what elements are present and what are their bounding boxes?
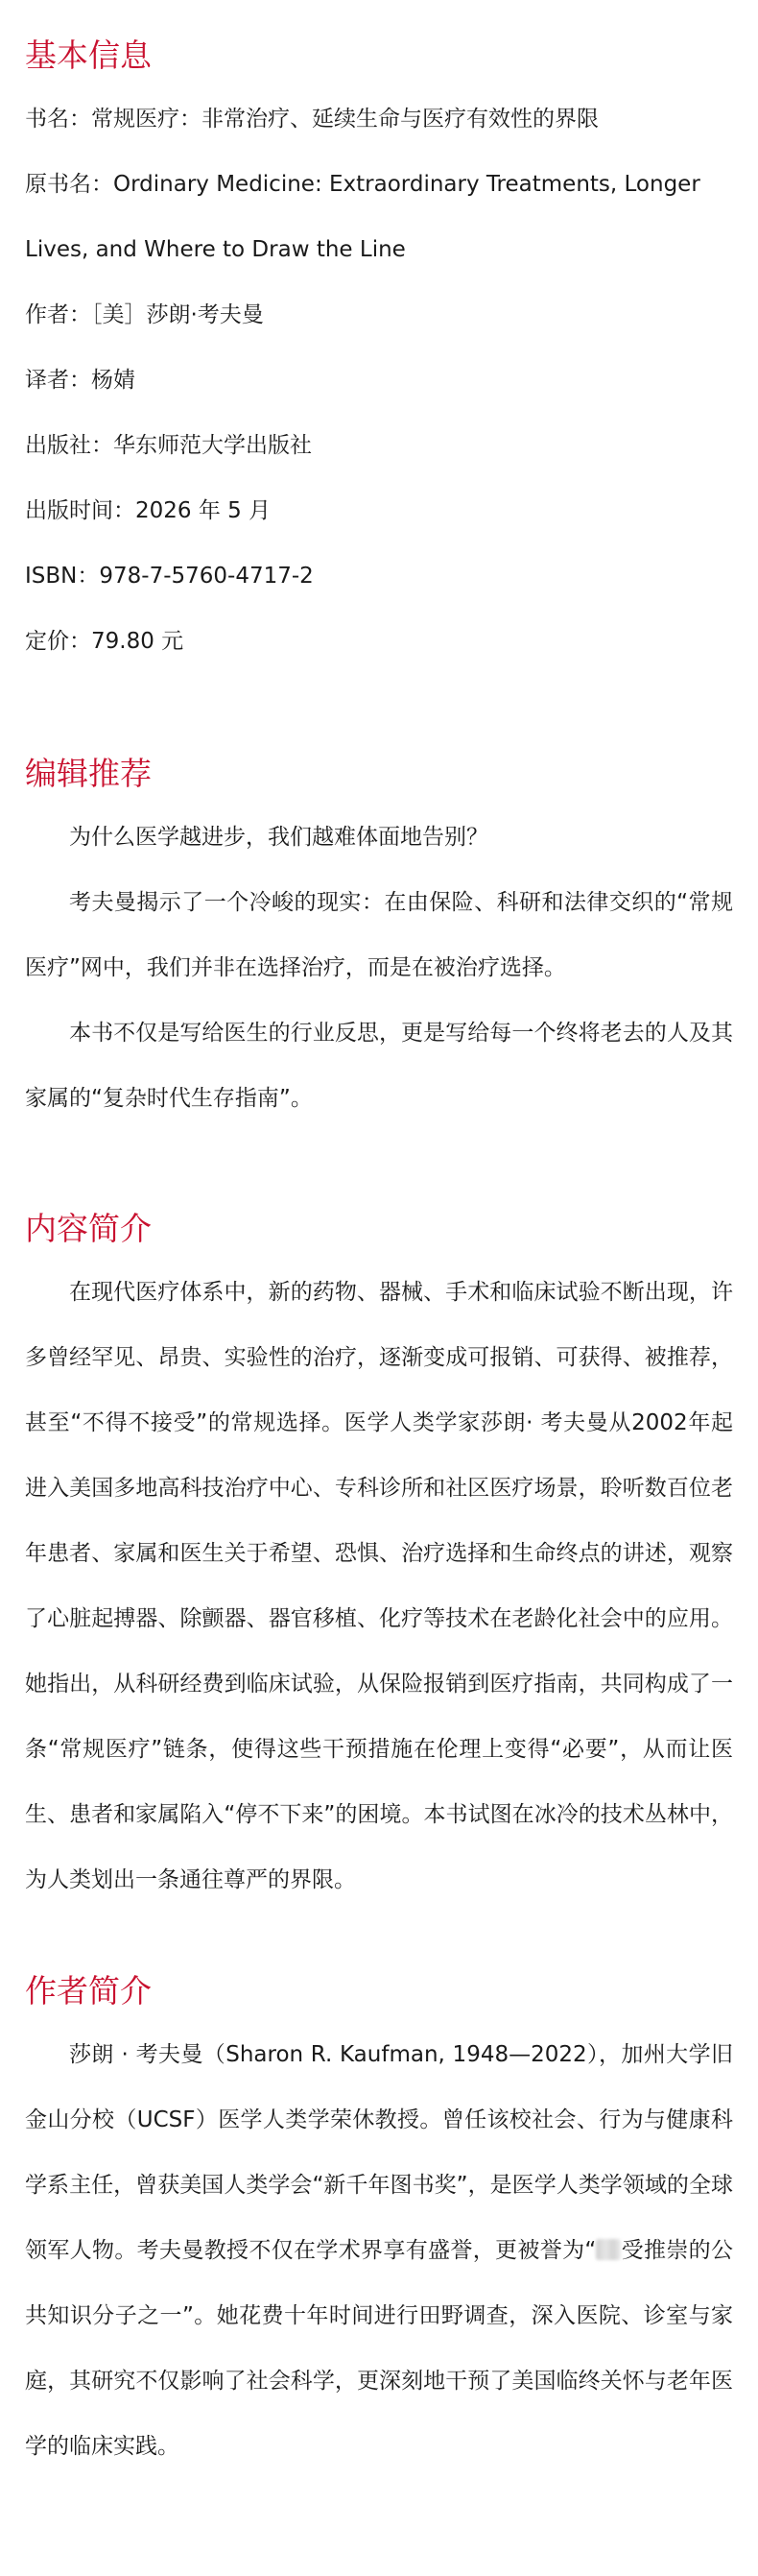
original-title-line-2: Lives, and Where to Draw the Line	[25, 237, 406, 262]
author-bio-text-start: 莎朗 · 考夫曼（Sharon R. Kaufman, 1948—2022），加州大学旧金山分校（UCSF）医学人类学荣休教授。曾任该校社会、行为与健康科学系主任，曾获美国人类学会“新千年图书奖”，是医学人类学领域的全球领军人物。考夫曼教授不仅在学术界享有盛誉，更被誉为“	[25, 2042, 733, 2263]
section-spacer	[25, 1131, 733, 1198]
book-title: 书名：常规医疗：非常治疗、延续生命与医疗有效性的界限	[25, 107, 599, 132]
section-spacer	[25, 674, 733, 743]
original-title-line-1: 原书名：Ordinary Medicine: Extraordinary Treatments, Longer	[25, 172, 700, 197]
book-translator: 译者：杨婧	[25, 368, 135, 393]
author-bio-text-end: 受推崇的公共知识分子之一”。她花费十年时间进行田野调查，深入医院、诊室与家庭，其研究不仅影响了社会科学，更深刻地干预了美国临终关怀与老年医学的临床实践。	[25, 2238, 734, 2459]
author-bio-heading: 作者简介	[25, 1972, 152, 2010]
section-spacer	[25, 1913, 733, 1961]
editor-paragraph-3: 本书不仅是写给医生的行业反思，更是写给每一个终将老去的人及其家属的“复杂时代生存指南”。	[25, 1021, 733, 1111]
book-price: 定价：79.80 元	[25, 629, 184, 654]
blurred-text	[596, 2239, 621, 2260]
basic-info-section	[25, 25, 733, 674]
book-isbn: ISBN：978-7-5760-4717-2	[25, 564, 314, 589]
editor-paragraph-2: 考夫曼揭示了一个冷峻的现实：在由保险、科研和法律交织的“常规医疗”网中，我们并非在选择治疗，而是在被治疗选择。	[25, 890, 733, 980]
author-bio-section	[25, 1961, 733, 2479]
editor-recommendation-heading: 编辑推荐	[25, 755, 152, 792]
book-author: 作者：［美］莎朗·考夫曼	[25, 302, 264, 327]
editor-paragraph-1: 为什么医学越进步，我们越难体面地告别？	[69, 825, 488, 850]
author-bio-paragraph	[25, 2022, 733, 2479]
content-summary-section	[25, 1198, 733, 1913]
basic-info-heading: 基本信息	[25, 36, 152, 74]
summary-paragraph: 在现代医疗体系中，新的药物、器械、手术和临床试验不断出现，许多曾经罕见、昂贵、实验性的治疗，逐渐变成可报销、可获得、被推荐，甚至“不得不接受”的常规选择。医学人类学家莎朗· 考夫曼从2002年起进入美国多地高科技治疗中心、专科诊所和社区医疗场景，聆听数百位老年患者、家属和医生关于希望、恐惧、治疗选择和生命终点的讲述，观察了心脏起搏器、除颤器、器官移植、化疗等技术在老龄化社会中的应用。她指出，从科研经费到临床试验，从保险报销到医疗指南，共同构成了一条“常规医疗”链条，使得这些干预措施在伦理上变得“必要”，从而让医生、患者和家属陷入“停不下来”的困境。本书试图在冰冷的技术丛林中，为人类划出一条通往尊严的界限。	[25, 1280, 733, 1892]
book-publisher: 出版社：华东师范大学出版社	[25, 433, 312, 458]
book-pub-date: 出版时间：2026 年 5 月	[25, 498, 272, 523]
editor-recommendation-section	[25, 743, 733, 1131]
content-summary-heading: 内容简介	[25, 1210, 152, 1247]
